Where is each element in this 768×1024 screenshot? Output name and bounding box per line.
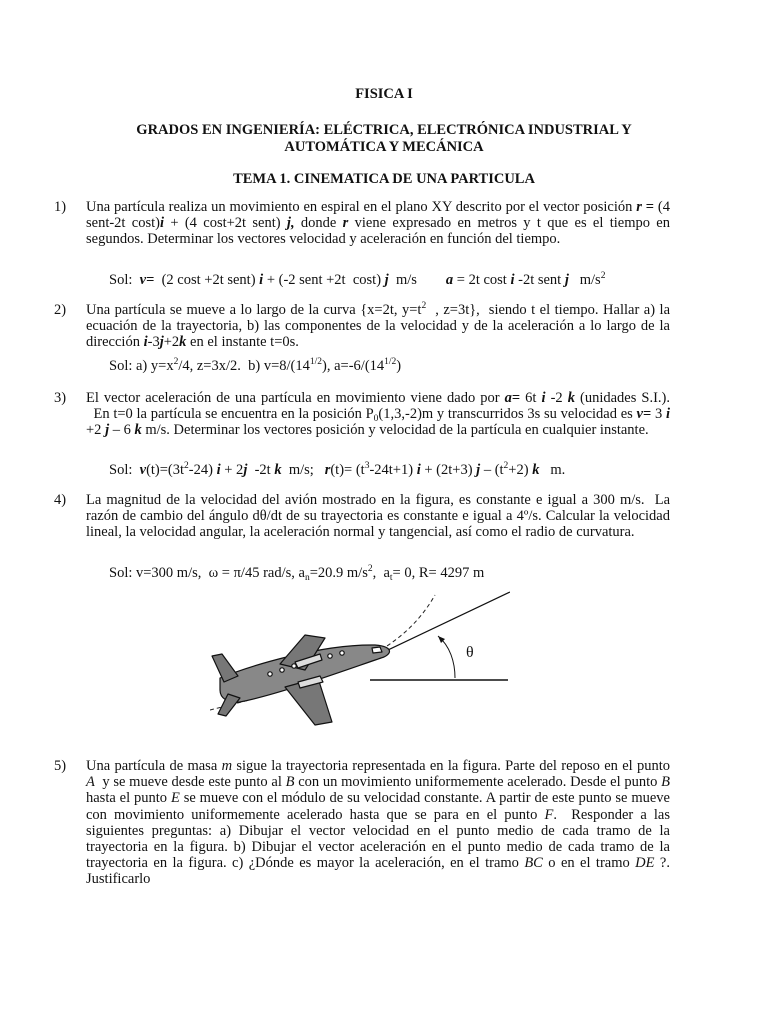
problem-number: 5)	[54, 758, 67, 774]
problem-3: 3) El vector aceleración de una partícula en movimiento viene dado por a= 6t i -2 k (unidades S.I.). En t=0 la partícula se encuentra en la posición $P_0(1,3,-2)m$ y transcurridos 3s su velocidad es v= 3 i +2 j – 6 k m/s. Determinar los vectores posición y velocidad de la partícula en cualquier instante.	[54, 390, 671, 439]
topic-title: TEMA 1. CINEMATICA DE UNA PARTICULA	[233, 171, 535, 187]
degrees-line-1: GRADOS EN INGENIERÍA: ELÉCTRICA, ELECTRÓNICA INDUSTRIAL Y	[136, 122, 632, 138]
course-title: FISICA I	[355, 86, 413, 102]
solution-1: Sol: v= (2 cost +2t sent) i + (-2 sent +2t cost) j m/s a = 2t cost i -2t sent j $m/s^2$	[109, 271, 606, 288]
problem-2: 2) Una partícula se mueve a lo largo de la curva {x=2t, $y=t^2$ , z=3t}, siendo t el tiempo. Hallar a) la ecuación de la trayectoria, b) las componentes de la velocidad y de la aceleración a lo largo de la dirección i-3j+2k en el instante t=0s.	[54, 301, 671, 351]
solution-3: Sol: $v(t)=(3t^2-24) i + 2j$ -2t k m/s; $r(t)= (t^3-24t+1) i + (2t+3)$ $j - (t^2+2)$ k m.	[109, 461, 566, 478]
problem-4: 4) La magnitud de la velocidad del avión mostrado en la figura, es constante e igual a 300 m/s. La razón de cambio del ángulo dθ/dt de su trayectoria es constante e igual a 4º/s. Calcular la velocidad lineal, la velocidad angular, la aceleración normal y tangencial, así como el radio de curvatura.	[54, 492, 670, 541]
solution-4: Sol: v=300 m/s, ω = π/45 rad/s, $a_n=20.9$ $m/s^2$, $a_t= 0$, R= 4297 m	[109, 564, 485, 583]
solution-2: Sol: a) $y=x^2/4$, z=3x/2. b) $v=8/(14^{1/2})$, $a=-6/(14^{1/2})$	[109, 357, 402, 374]
problem-number: 4)	[54, 492, 67, 508]
theta-label: θ	[466, 644, 474, 661]
angle-arc	[438, 636, 455, 678]
problem-5: 5) Una partícula de masa m sigue la trayectoria representada en la figura. Parte del reposo en el punto A y se mueve desde este punto al B con un movimiento uniformemente acelerado. Desde el punto B hasta el punto E se mueve con el módulo de su velocidad constante. A partir de este punto se mueve con movimiento uniformemente acelerado hasta que se para en el punto F. Responder a las siguientes preguntas: a) Dibujar el vector velocidad en el punto medio de cada tramo de la trayectoria en la figura. b) Dibujar el vector aceleración en el punto medio de cada tramo de la trayectoria en la figura. c) ¿Dónde es mayor la aceleración, en el tramo BC o en el tramo DE ?. Justificarlo	[54, 758, 670, 888]
problem-number: 1)	[54, 199, 67, 215]
airplane-figure	[210, 590, 510, 730]
problem-number: 2)	[54, 302, 67, 318]
problem-1: 1) Una partícula realiza un movimiento en espiral en el plano XY descrito por el vector posición r = (4 sent-2t cost)i + (4 cost+2t sent) j, donde r viene expresado en metros y t que es el tiempo en segundos. Determinar los vectores velocidad y aceleración en función del tiempo.	[54, 199, 671, 248]
degrees-line-2: AUTOMÁTICA Y MECÁNICA	[284, 139, 484, 155]
airplane-icon	[212, 635, 390, 725]
problem-number: 3)	[54, 390, 67, 406]
